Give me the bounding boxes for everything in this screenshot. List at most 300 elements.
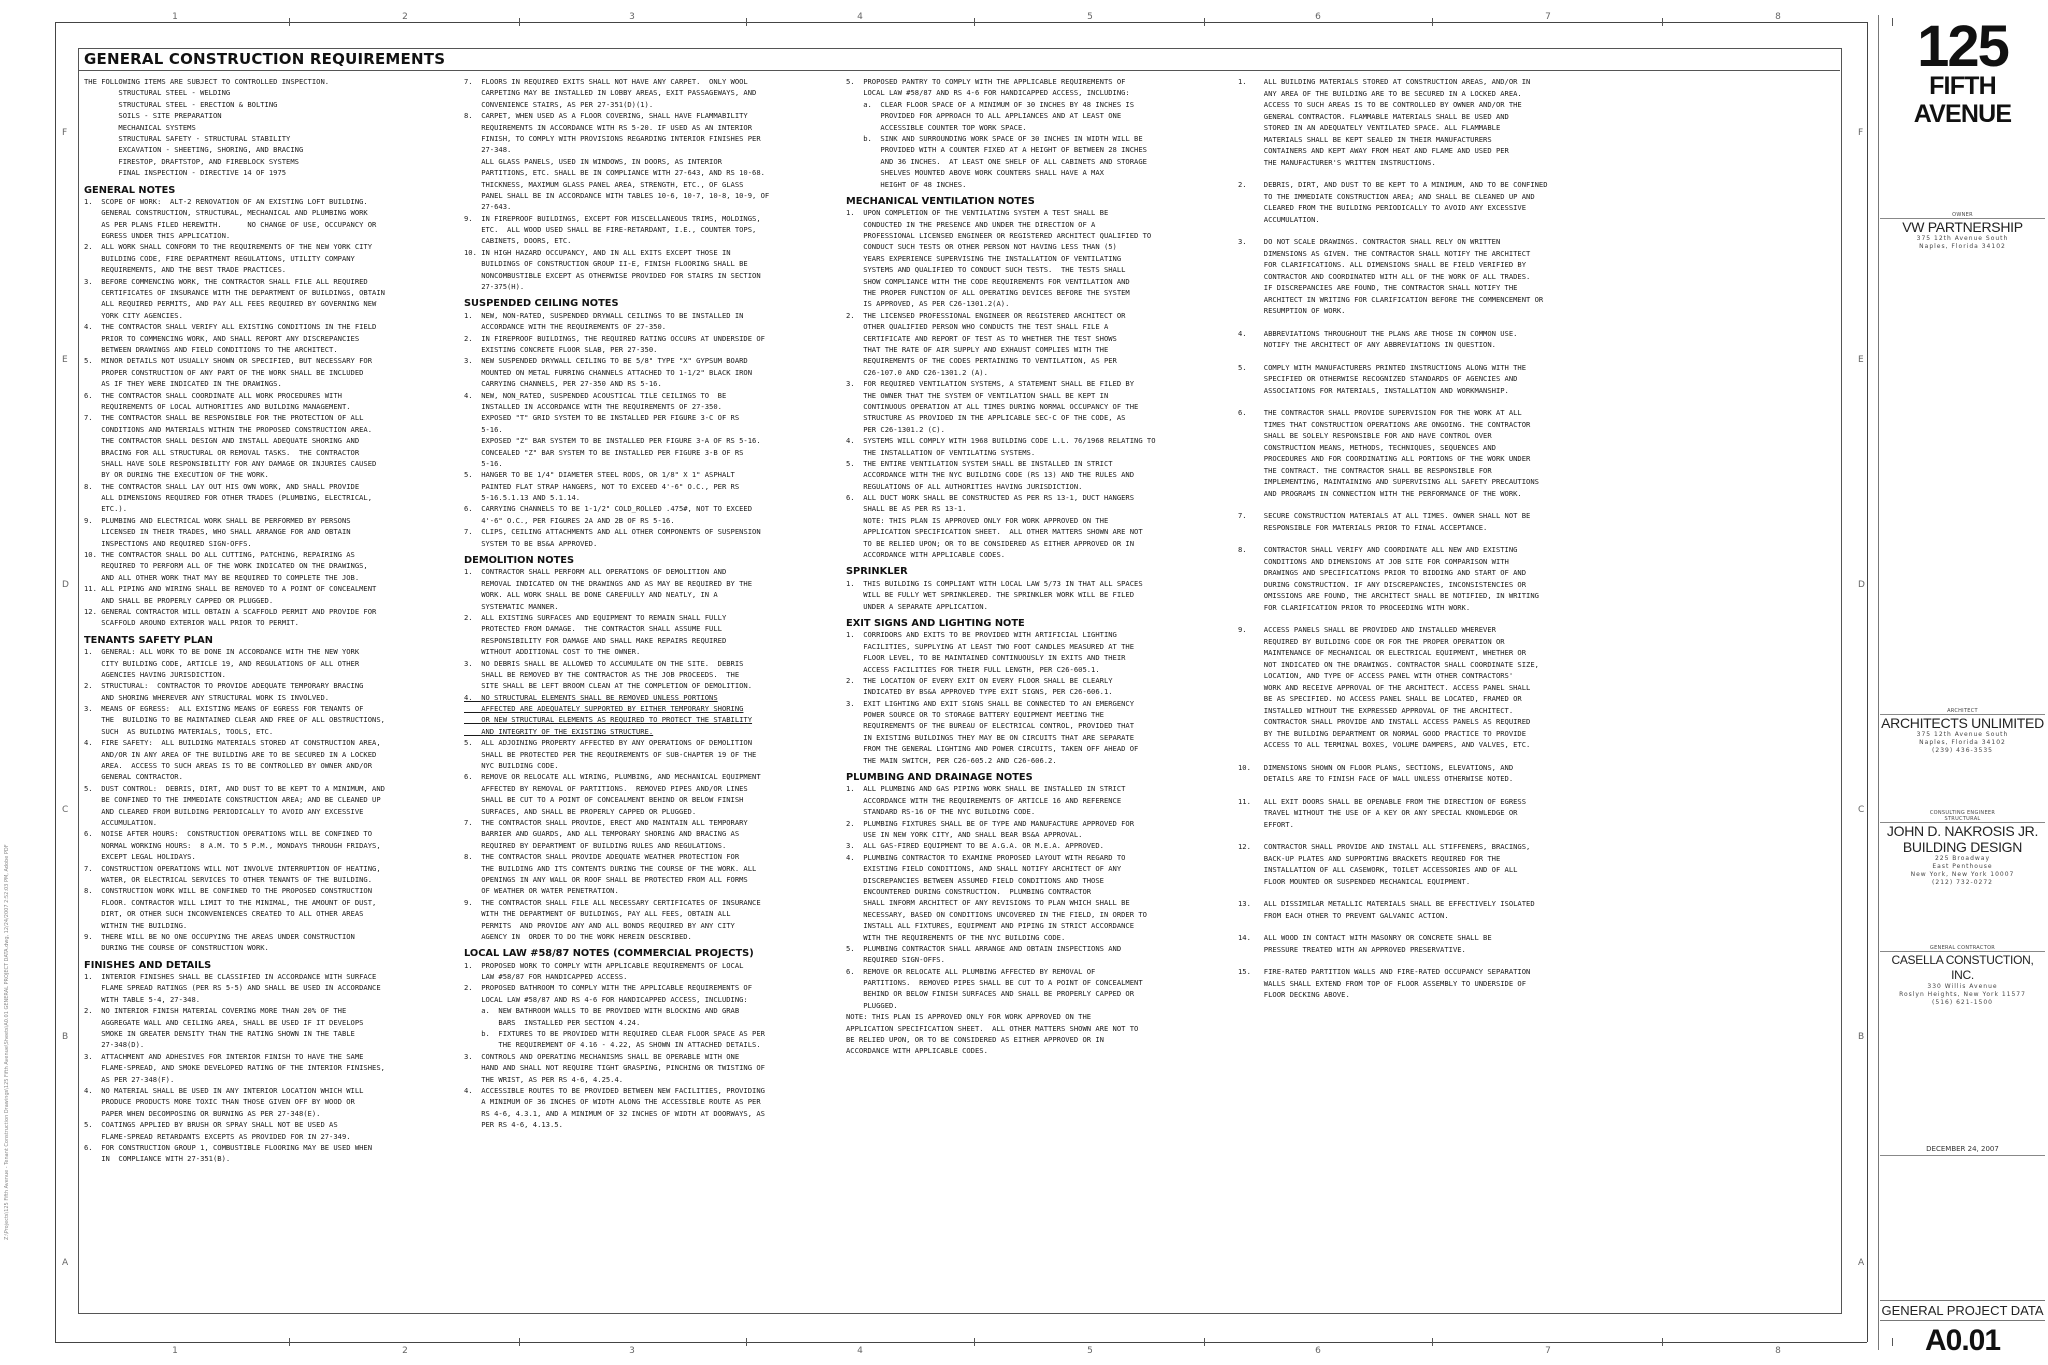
note-line: CONTRACTOR AND COORDINATED WITH ALL OF THE WORK OF ALL TRADES.: [1238, 271, 1531, 281]
note-line: SYSTEM TO BE BS&A APPROVED.: [464, 538, 598, 548]
note-line: CONTAINERS AND KEPT AWAY FROM HEAT AND FLAME AND USED PER: [1238, 146, 1509, 155]
note-line: REQUIREMENTS OF THE BUREAU OF ELECTRICAL CONTROL, PROVIDED THAT: [846, 721, 1135, 731]
note-line: IS APPROVED, AS PER C26-1301.2(A).: [846, 299, 1010, 309]
note-line: CONDITIONS AND DIMENSIONS AT JOB SITE FOR COMPARISON WITH: [1238, 556, 1509, 566]
note-line: PANEL SHALL BE IN ACCORDANCE WITH TABLES 10-6, 10-7, 10-8, 10-9, OF: [464, 190, 770, 200]
spacer: [1238, 225, 1548, 236]
engineer-role: CONSULTING ENGINEER: [1929, 810, 1996, 816]
note-line: OF WEATHER OR WATER PENETRATION.: [464, 886, 619, 896]
grid-number-bottom: 8: [1775, 1346, 1781, 1356]
note-line: 7. CONSTRUCTION OPERATIONS WILL NOT INVOLVE INTERRUPTION OF HEATING,: [84, 863, 381, 873]
note-line: DISCREPANCIES BETWEEN ASSUMED FIELD CONDITIONS AND THOSE: [846, 875, 1104, 885]
grid-letter-left: C: [62, 805, 69, 815]
note-line: ACCESS TO ALL TERMINAL BOXES, VOLUME DAMPERS, AND VALVES, ETC.: [1238, 740, 1531, 749]
note-line: PLUGGED.: [846, 1000, 898, 1010]
note-line: AND 36 INCHES. AT LEAST ONE SHELF OF ALL CABINETS AND STORAGE: [846, 156, 1147, 166]
note-line: ENCOUNTERED DURING CONSTRUCTION. PLUMBING CONTRACTOR: [846, 886, 1092, 896]
note-line: 3. BEFORE COMMENCING WORK, THE CONTRACTOR SHALL FILE ALL REQUIRED: [84, 276, 368, 286]
note-line: PRODUCE PRODUCTS MORE TOXIC THAN THOSE GIVEN OFF BY WOOD OR: [84, 1097, 355, 1107]
note-line: 5-16.: [464, 424, 503, 434]
issue-date: DECEMBER 24, 2007: [1880, 1145, 2045, 1156]
grid-number-bottom: 2: [402, 1346, 408, 1356]
note-line: WITH THE REQUIREMENTS OF THE NYC BUILDING CODE.: [846, 932, 1066, 942]
note-line: LOCAL LAW #58/87 AND RS 4-6 FOR HANDICAPPED ACCESS, INCLUDING:: [464, 994, 748, 1004]
note-line: 2. ALL WORK SHALL CONFORM TO THE REQUIREMENTS OF THE NEW YORK CITY: [84, 242, 373, 252]
note-line: GENERAL CONSTRUCTION, STRUCTURAL, MECHANICAL AND PLUMBING WORK: [84, 208, 368, 218]
grid-tick: [289, 18, 290, 26]
note-line: PROPER CONSTRUCTION OF ANY PART OF THE WORK SHALL BE INCLUDED: [84, 367, 364, 377]
note-line: REMOVAL INDICATED ON THE DRAWINGS AND AS MAY BE REQUIRED BY THE: [464, 578, 753, 588]
note-line: RS 4-6, 4.3.1, AND A MINIMUM OF 32 INCHES OF WIDTH AT DOORWAYS, AS: [464, 1108, 765, 1118]
note-line: 27-348.: [464, 145, 512, 155]
frame-right: [1867, 22, 1868, 1342]
note-line: LAW #58/87 FOR HANDICAPPED ACCESS.: [464, 972, 628, 982]
note-line: b. SINK AND SURROUNDING WORK SPACE OF 30 INCHES IN WIDTH WILL BE: [846, 133, 1143, 143]
notes-column-2: [464, 76, 769, 1131]
note-line: 3. ALL GAS-FIRED EQUIPMENT TO BE A.G.A. OR M.E.A. APPROVED.: [846, 841, 1104, 851]
note-line: POWER SOURCE OR TO STORAGE BATTERY EQUIPMENT MEETING THE: [846, 710, 1104, 720]
note-line: CITY BUILDING CODE, ARTICLE 19, AND REGULATIONS OF ALL OTHER: [84, 658, 360, 668]
note-line: AFFECTED ARE ADEQUATELY SUPPORTED BY EITHER TEMPORARY SHORING: [464, 704, 744, 714]
note-line: PROFESSIONAL LICENSED ENGINEER OR REGISTERED ARCHITECT QUALIFIED TO: [846, 231, 1152, 241]
note-line: 13. ALL DISSIMILAR METALLIC MATERIALS SHALL BE EFFECTIVELY ISOLATED: [1238, 899, 1535, 908]
note-line: WATER, OR ELECTRICAL SERVICES TO OTHER TENANTS OF THE BUILDING.: [84, 874, 373, 884]
note-line: MECHANICAL SYSTEMS: [84, 122, 196, 132]
note-line: FLAME-SPREAD RETARDANTS EXCEPTS AS PROVIDED FOR IN 27-349.: [84, 1131, 351, 1141]
note-line: EXCAVATION - SHEETING, SHORING, AND BRACING: [84, 145, 304, 155]
note-line: LOCAL LAW #58/87 AND RS 4-6 FOR HANDICAPPED ACCESS, INCLUDING:: [846, 88, 1130, 98]
note-line: THE FOLLOWING ITEMS ARE SUBJECT TO CONTROLLED INSPECTION.: [84, 77, 330, 86]
note-line: OR NEW STRUCTURAL ELEMENTS AS REQUIRED TO PROTECT THE STABILITY: [464, 715, 753, 725]
note-line: THE MAIN SWITCH, PER C26-605.2 AND C26-606.2.: [846, 755, 1057, 765]
note-line: WITHIN THE BUILDING.: [84, 920, 188, 930]
grid-letter-left: D: [62, 580, 69, 590]
note-line: 7. FLOORS IN REQUIRED EXITS SHALL NOT HAVE ANY CARPET. ONLY WOOL: [464, 77, 748, 86]
note-line: FACILITIES, SUPPLYING AT LEAST TWO FOOT CANDLES MEASURED AT THE: [846, 641, 1135, 651]
note-line: BACK-UP PLATES AND SUPPORTING BRACKETS REQUIRED FOR THE: [1238, 853, 1501, 863]
note-line: ALL DIMENSIONS REQUIRED FOR OTHER TRADES (PLUMBING, ELECTRICAL,: [84, 493, 373, 503]
note-line: SHALL BE AS PER RS 13-1.: [846, 504, 967, 514]
note-line: IF DISCREPANCIES ARE FOUND, THE CONTRACTOR SHALL NOTIFY THE: [1238, 283, 1518, 292]
note-line: DETAILS ARE TO FINISH FACE OF WALL UNLESS OTHERWISE NOTED.: [1238, 774, 1514, 783]
grid-tick: [746, 1338, 747, 1346]
note-line: EXPOSED "T" GRID SYSTEM TO BE INSTALLED PER FIGURE 3-C OF RS: [464, 413, 740, 423]
note-line: 3. FOR REQUIRED VENTILATION SYSTEMS, A STATEMENT SHALL BE FILED BY: [846, 379, 1135, 389]
note-line: BE CONFINED TO THE IMMEDIATE CONSTRUCTION AREA; AND BE CLEANED UP: [84, 795, 381, 805]
owner-role: OWNER: [1952, 212, 1973, 218]
sheet-number: A0.01: [1924, 1324, 2001, 1357]
note-line: CONSTRUCTION MEANS, METHODS, TECHNIQUES, SEQUENCES AND: [1238, 442, 1496, 452]
note-line: DURING THE COURSE OF CONSTRUCTION WORK.: [84, 943, 269, 953]
grid-letter-left: F: [62, 128, 68, 138]
grid-number-bottom: 1: [172, 1346, 178, 1356]
note-line: CONTRACTOR SHALL PROVIDE AND INSTALL ACCESS PANELS AS REQUIRED: [1238, 717, 1531, 726]
note-line: INSTALL ALL FIXTURES, EQUIPMENT AND PIPING IN STRICT ACCORDANCE: [846, 921, 1135, 931]
note-line: 9. PLUMBING AND ELECTRICAL WORK SHALL BE PERFORMED BY PERSONS: [84, 515, 351, 525]
note-line: 4. THE CONTRACTOR SHALL VERIFY ALL EXISTING CONDITIONS IN THE FIELD: [84, 322, 377, 332]
grid-letter-left: E: [62, 355, 68, 365]
note-line: AND PROGRAMS IN CONNECTION WITH THE PERFORMANCE OF THE WORK.: [1238, 488, 1522, 498]
spacer: [1238, 396, 1548, 407]
note-line: DRAWINGS AND SPECIFICATIONS PRIOR TO BIDDING AND START OF AND: [1238, 568, 1527, 577]
note-line: OTHER QUALIFIED PERSON WHO CONDUCTS THE TEST SHALL FILE A: [846, 322, 1109, 332]
note-line: b. FIXTURES TO BE PROVIDED WITH REQUIRED CLEAR FLOOR SPACE AS PER: [464, 1029, 765, 1039]
note-line: 3. MEANS OF EGRESS: ALL EXISTING MEANS OF EGRESS FOR TENANTS OF: [84, 704, 364, 714]
grid-tick: [1662, 18, 1663, 26]
note-line: 7. THE CONTRACTOR SHALL PROVIDE, ERECT AND MAINTAIN ALL TEMPORARY: [464, 818, 748, 827]
note-line: WORK AND RECEIVE APPROVAL OF THE ARCHITECT. ACCESS PANEL SHALL: [1238, 682, 1531, 692]
note-line: TO BE RELIED UPON; OR TO BE CONSIDERED AS EITHER APPROVED OR IN: [846, 538, 1135, 548]
note-line: OMISSIONS ARE FOUND, THE ARCHITECT SHALL BE NOTIFIED, IN WRITING: [1238, 591, 1539, 600]
sheet-heading: GENERAL CONSTRUCTION REQUIREMENTS: [84, 50, 446, 68]
note-line: AGENCY IN ORDER TO DO THE WORK HEREIN DESCRIBED.: [464, 931, 692, 941]
note-line: 1. CORRIDORS AND EXITS TO BE PROVIDED WITH ARTIFICIAL LIGHTING: [846, 630, 1117, 640]
note-line: BRACING FOR ALL STRUCTURAL OR REMOVAL TASKS. THE CONTRACTOR: [84, 447, 360, 457]
note-line: ALL REQUIRED PERMITS, AND PAY ALL FEES REQUIRED BY GOVERNING NEW: [84, 299, 377, 309]
owner-address-1: 375 12th Avenue South: [1916, 235, 2009, 242]
project-name: FIFTH AVENUE: [1913, 72, 2012, 128]
architect-address-2: Naples, Florida 34102: [1919, 739, 2006, 746]
owner-address-2: Naples, Florida 34102: [1919, 243, 2006, 250]
frame-left: [55, 22, 56, 1342]
note-line: THE BUILDING TO BE MAINTAINED CLEAR AND FREE OF ALL OBSTRUCTIONS,: [84, 715, 385, 725]
note-line: ACCORDANCE WITH APPLICABLE CODES.: [846, 1046, 988, 1056]
note-line: 4. FIRE SAFETY: ALL BUILDING MATERIALS STORED AT CONSTRUCTION AREA,: [84, 738, 381, 748]
note-line: 8. CARPET, WHEN USED AS A FLOOR COVERING, SHALL HAVE FLAMMABILITY: [464, 111, 748, 121]
note-line: AGENCIES HAVING JURISDICTION.: [84, 669, 226, 679]
spacer: [1238, 168, 1548, 179]
note-line: SHALL BE REMOVED BY THE CONTRACTOR AS THE JOB PROCEEDS. THE: [464, 669, 740, 679]
note-line: 9. IN FIREPROOF BUILDINGS, EXCEPT FOR MISCELLANEOUS TRIMS, MOLDINGS,: [464, 213, 761, 223]
note-line: AND INTEGRITY OF THE EXISTING STRUCTURE.: [464, 726, 654, 736]
note-line: RESPONSIBILITY FOR DAMAGE AND SHALL MAKE REPAIRS REQUIRED: [464, 635, 727, 645]
note-line: ACCORDANCE WITH APPLICABLE CODES.: [846, 550, 1006, 560]
note-line: a. NEW BATHROOM WALLS TO BE PROVIDED WITH BLOCKING AND GRAB: [464, 1006, 740, 1016]
note-line: USE IN NEW YORK CITY, AND SHALL BEAR BS&A APPROVAL.: [846, 830, 1083, 839]
note-line: 12. CONTRACTOR SHALL PROVIDE AND INSTALL ALL STIFFENERS, BRACINGS,: [1238, 842, 1531, 851]
note-line: 12. GENERAL CONTRACTOR WILL OBTAIN A SCAFFOLD PERMIT AND PROVIDE FOR: [84, 606, 377, 616]
title-block-divider: [1878, 15, 1879, 1350]
note-line: FINAL INSPECTION - DIRECTIVE 14 OF 1975: [84, 168, 287, 178]
note-line: FLOOR DECKING ABOVE.: [1238, 990, 1350, 999]
note-line: 2. THE LOCATION OF EVERY EXIT ON EVERY FLOOR SHALL BE CLEARLY: [846, 675, 1113, 685]
grid-number-top: 4: [857, 12, 863, 22]
note-line: DIRT, OR OTHER SUCH INCONVENIENCES CREATED TO ALL OTHER AREAS: [84, 909, 364, 919]
note-line: THAT THE RATE OF AIR SUPPLY AND EXHAUST COMPLIES WITH THE: [846, 344, 1109, 354]
note-line: WALLS SHALL EXTEND FROM TOP OF FLOOR ASSEMBLY TO UNDERSIDE OF: [1238, 978, 1527, 988]
note-line: IMPLEMENTING, MAINTAINING AND SUPERVISING ALL SAFETY PRECAUTIONS: [1238, 477, 1539, 486]
note-line: PARTITIONS, ETC. SHALL BE IN COMPLIANCE WITH 27-643, AND RS 10-68.: [464, 168, 765, 178]
note-line: 3. ATTACHMENT AND ADHESIVES FOR INTERIOR FINISH TO HAVE THE SAME: [84, 1051, 364, 1061]
note-line: 1. NEW, NON-RATED, SUSPENDED DRYWALL CEILINGS TO BE INSTALLED IN: [464, 310, 744, 320]
note-line: SURFACES, AND SHALL BE PROPERLY CAPPED OR PLUGGED.: [464, 806, 697, 816]
note-line: MATERIALS SHALL BE KEPT SEALED IN THEIR MANUFACTURERS: [1238, 134, 1492, 144]
note-line: 10. DIMENSIONS SHOWN ON FLOOR PLANS, SECTIONS, ELEVATIONS, AND: [1238, 762, 1514, 772]
note-line: 2. STRUCTURAL: CONTRACTOR TO PROVIDE ADEQUATE TEMPORARY BRACING: [84, 681, 364, 691]
owner-block: [1880, 212, 2045, 251]
note-line: FROM THE GENERAL LIGHTING AND POWER CIRCUITS, TAKEN OFF AHEAD OF: [846, 744, 1139, 754]
note-line: SHALL BE CUT TO A POINT OF CONCEALMENT BEHIND OR BELOW FINISH: [464, 795, 744, 805]
note-line: 2. PROPOSED BATHROOM TO COMPLY WITH THE APPLICABLE REQUIREMENTS OF: [464, 983, 753, 993]
note-line: 5. COMPLY WITH MANUFACTURERS PRINTED INSTRUCTIONS ALONG WITH THE: [1238, 362, 1527, 372]
architect-block: [1880, 708, 2045, 755]
grid-tick: [974, 1338, 975, 1346]
note-line: BE RELIED UPON, OR TO BE CONSIDERED AS EITHER APPROVED OR IN: [846, 1035, 1104, 1045]
note-line: REQUIRED TO PERFORM ALL OF THE WORK INDICATED ON THE DRAWINGS,: [84, 561, 368, 571]
note-line: THE WRIST, AS PER RS 4-6, 4.25.4.: [464, 1074, 624, 1084]
note-line: SMOKE IN GREATER DENSITY THAN THE RATING SHOWN IN THE TABLE: [84, 1029, 355, 1039]
note-line: CLEARED FROM THE BUILDING PERIODICALLY TO AVOID ANY EXCESSIVE: [1238, 203, 1527, 212]
note-line: THE INSTALLATION OF VENTILATING SYSTEMS.: [846, 447, 1036, 457]
note-line: INSTALLATION OF ALL CASEWORK, TOILET ACCESSORIES AND OF ALL: [1238, 865, 1518, 874]
note-line: YORK CITY AGENCIES.: [84, 310, 183, 320]
note-line: NORMAL WORKING HOURS: 8 A.M. TO 5 P.M., MONDAYS THROUGH FRIDAYS,: [84, 840, 381, 850]
grid-letter-right: C: [1858, 805, 1865, 815]
note-line: YEARS EXPERIENCE SUPERVISING THE INSTALLATION OF VENTILATING: [846, 253, 1122, 263]
grid-tick: [974, 18, 975, 26]
note-line: 1. GENERAL: ALL WORK TO BE DONE IN ACCORDANCE WITH THE NEW YORK: [84, 647, 360, 657]
note-line: STRUCTURAL STEEL - WELDING: [84, 88, 231, 98]
note-line: HAND AND SHALL NOT REQUIRE TIGHT GRASPING, PINCHING OR TWISTING OF: [464, 1063, 765, 1073]
note-line: ANY AREA OF THE BUILDING ARE TO BE SECURED IN A LOCKED AREA.: [1238, 88, 1522, 98]
contractor-block: [1880, 945, 2045, 1007]
note-line: 8. CONSTRUCTION WORK WILL BE CONFINED TO THE PROPOSED CONSTRUCTION: [84, 886, 373, 896]
note-line: AS PER PLANS FILED HEREWITH. NO CHANGE OF USE, OCCUPANCY OR: [84, 219, 377, 229]
engineer-address-1: 225 Broadway: [1934, 855, 1991, 862]
note-line: PROCEDURES AND FOR COORDINATING ALL PORTIONS OF THE WORK UNDER: [1238, 454, 1531, 463]
grid-tick: [746, 18, 747, 26]
note-line: 5. HANGER TO BE 1/4" DIAMETER STEEL RODS, OR 1/8" X 1" ASPHALT: [464, 470, 735, 480]
note-line: FLOOR. CONTRACTOR WILL LIMIT TO THE MINIMAL, THE AMOUNT OF DUST,: [84, 897, 377, 907]
note-line: BUILDINGS OF CONSTRUCTION GROUP II-E, FINISH FLOORING SHALL BE: [464, 259, 748, 269]
note-line: 3. CONTROLS AND OPERATING MECHANISMS SHALL BE OPERABLE WITH ONE: [464, 1051, 740, 1061]
note-line: ALL GLASS PANELS, USED IN WINDOWS, IN DOORS, AS INTERIOR: [464, 156, 722, 166]
note-line: 4'-6" O.C., PER FIGURES 2A AND 2B OF RS 5-16.: [464, 515, 675, 525]
note-line: ARCHITECT IN WRITING FOR CLARIFICATION BEFORE THE COMMENCEMENT OR: [1238, 294, 1544, 304]
note-line: SOILS - SITE PREPARATION: [84, 111, 222, 121]
grid-number-top: 5: [1087, 12, 1093, 22]
note-line: AND ALL OTHER WORK THAT MAY BE REQUIRED TO COMPLETE THE JOB.: [84, 572, 360, 582]
note-line: AND CLEARED FROM BUILDING PERIODICALLY TO AVOID ANY EXCESSIVE: [84, 806, 364, 816]
note-line: 9. ACCESS PANELS SHALL BE PROVIDED AND INSTALLED WHEREVER: [1238, 625, 1496, 634]
note-line: 27-348(D).: [84, 1040, 145, 1050]
note-line: BEHIND OR BELOW FINISH SURFACES AND SHALL BE PROPERLY CAPPED OR: [846, 989, 1135, 999]
note-line: PARTITIONS. REMOVED PIPES SHALL BE CUT TO A POINT OF CONCEALMENT: [846, 978, 1143, 988]
note-line: 2. DEBRIS, DIRT, AND DUST TO BE KEPT TO A MINIMUM, AND TO BE CONFINED: [1238, 180, 1548, 189]
note-line: ETC. ALL WOOD USED SHALL BE FIRE-RETARDANT, I.E., COUNTER TOPS,: [464, 225, 757, 235]
notes-column-1: [84, 76, 385, 1165]
engineer-role-2: STRUCTURAL: [1944, 816, 1981, 822]
note-line: EGRESS UNDER THIS APPLICATION.: [84, 231, 231, 241]
note-line: WITH TABLE 5-4, 27-348.: [84, 994, 201, 1004]
note-line: 4. PLUMBING CONTRACTOR TO EXAMINE PROPOSED LAYOUT WITH REGARD TO: [846, 852, 1126, 862]
grid-number-bottom: 3: [629, 1346, 635, 1356]
grid-letter-left: A: [62, 1258, 69, 1268]
note-line: 1. UPON COMPLETION OF THE VENTILATING SYSTEM A TEST SHALL BE: [846, 208, 1109, 218]
note-line: ACCORDANCE WITH THE REQUIREMENTS OF ARTICLE 16 AND REFERENCE: [846, 795, 1122, 805]
engineer-phone: (212) 732-0272: [1932, 879, 1993, 886]
contractor-role: GENERAL CONTRACTOR: [1929, 945, 1996, 951]
note-line: WORK. ALL WORK SHALL BE DONE CAREFULLY AND NEATLY, IN A: [464, 590, 718, 600]
grid-number-bottom: 5: [1087, 1346, 1093, 1356]
note-line: EXISTING CONCRETE FLOOR SLAB, PER 27-350.: [464, 344, 658, 354]
note-line: 2. NO INTERIOR FINISH MATERIAL COVERING MORE THAN 20% OF THE: [84, 1006, 347, 1016]
note-line: PAPER WHEN DECOMPOSING OR BURNING AS PER 27-348(E).: [84, 1108, 321, 1118]
note-line: WILL BE FULLY WET SPRINKLERED. THE SPRINKLER WORK WILL BE FILED: [846, 590, 1135, 600]
note-line: 1. INTERIOR FINISHES SHALL BE CLASSIFIED IN ACCORDANCE WITH SURFACE: [84, 972, 377, 982]
note-line: 4. ABBREVIATIONS THROUGHOUT THE PLANS ARE THOSE IN COMMON USE.: [1238, 328, 1518, 338]
note-line: NOTE: THIS PLAN IS APPROVED ONLY FOR WORK APPROVED ON THE: [846, 1012, 1092, 1022]
engineer-block: [1880, 810, 2045, 887]
note-line: 9. THERE WILL BE NO ONE OCCUPYING THE AREAS UNDER CONSTRUCTION: [84, 931, 355, 941]
note-line: REQUIREMENTS IN ACCORDANCE WITH RS 5-20. IF USED AS AN INTERIOR: [464, 122, 753, 132]
note-line: AS IF THEY WERE INDICATED IN THE DRAWINGS.: [84, 379, 282, 389]
note-line: SHALL HAVE SOLE RESPONSIBILITY FOR ANY DAMAGE OR INJURIES CAUSED: [84, 458, 377, 468]
note-line: THE PROPER FUNCTION OF ALL OPERATING DEVICES BEFORE THE SYSTEM: [846, 288, 1130, 298]
note-line: CARPETING MAY BE INSTALLED IN LOBBY AREAS, EXIT PASSAGEWAYS, AND: [464, 88, 757, 98]
note-line: SCAFFOLD AROUND EXTERIOR WALL PRIOR TO PERMIT.: [84, 618, 299, 628]
note-line: FLOOR MOUNTED OR SUSPENDED MECHANICAL EQUIPMENT.: [1238, 876, 1471, 886]
note-line: THE REQUIREMENT OF 4.16 - 4.22, AS SHOWN IN ATTACHED DETAILS.: [464, 1040, 761, 1050]
note-line: 5. COATINGS APPLIED BY BRUSH OR SPRAY SHALL NOT BE USED AS: [84, 1120, 338, 1130]
note-line: 10. IN HIGH HAZARD OCCUPANCY, AND IN ALL EXITS EXCEPT THOSE IN: [464, 247, 731, 257]
note-line: A MINIMUM OF 36 INCHES OF WIDTH ALONG THE ACCESSIBLE ROUTE AS PER: [464, 1097, 761, 1107]
frame-top: [55, 22, 1867, 23]
note-line: 3. DO NOT SCALE DRAWINGS. CONTRACTOR SHALL RELY ON WRITTEN: [1238, 237, 1501, 246]
note-line: PRESSURE TREATED WITH AN APPROVED PRESERVATIVE.: [1238, 944, 1466, 954]
note-line: PROVIDED WITH A COUNTER FIXED AT A HEIGHT OF BETWEEN 28 INCHES: [846, 145, 1147, 155]
note-line: SHELVES MOUNTED ABOVE WORK COUNTERS SHALL HAVE A MAX: [846, 168, 1104, 178]
note-line: THE CONTRACT. THE CONTRACTOR SHALL BE RESPONSIBLE FOR: [1238, 465, 1492, 475]
note-line: 6. ALL DUCT WORK SHALL BE CONSTRUCTED AS PER RS 13-1, DUCT HANGERS: [846, 493, 1135, 503]
note-line: 1. ALL BUILDING MATERIALS STORED AT CONSTRUCTION AREAS, AND/OR IN: [1238, 77, 1531, 86]
grid-number-top: 7: [1545, 12, 1551, 22]
grid-number-top: 6: [1315, 12, 1321, 22]
grid-letter-right: D: [1858, 580, 1865, 590]
note-line: 5. ALL ADJOINING PROPERTY AFFECTED BY ANY OPERATIONS OF DEMOLITION: [464, 738, 753, 748]
note-line: CONDUCTED IN THE PRESENCE AND UNDER THE DIRECTION OF A: [846, 219, 1096, 229]
grid-letter-left: B: [62, 1032, 69, 1042]
spacer: [1238, 887, 1548, 898]
note-line: PAINTED FLAT STRAP HANGERS, NOT TO EXCEED 4'-6" O.C., PER RS: [464, 481, 740, 491]
note-line: PER C26-1301.2 (C).: [846, 424, 945, 434]
note-line: 7. SECURE CONSTRUCTION MATERIALS AT ALL TIMES. OWNER SHALL NOT BE: [1238, 511, 1531, 520]
grid-tick: [519, 1338, 520, 1346]
note-line: CERTIFICATE AND REPORT OF TEST AS TO WHETHER THE TEST SHOWS: [846, 333, 1117, 343]
note-line: TIMES THAT CONSTRUCTION OPERATIONS ARE ONGOING. THE CONTRACTOR: [1238, 419, 1531, 429]
note-line: 6. THE CONTRACTOR SHALL PROVIDE SUPERVISION FOR THE WORK AT ALL: [1238, 408, 1522, 417]
note-line: PROTECTED FROM DAMAGE. THE CONTRACTOR SHALL ASSUME FULL: [464, 624, 722, 634]
note-line: INSTALLED WITHOUT THE EXPRESSED APPROVAL OF THE ARCHITECT.: [1238, 705, 1514, 715]
note-line: HEIGHT OF 48 INCHES.: [846, 179, 967, 189]
note-line: STRUCTURE AS PROVIDED IN THE APPLICABLE SEC-C OF THE CODE, AS: [846, 413, 1126, 423]
notes-column-3: [846, 76, 1156, 1057]
note-line: DURING CONSTRUCTION. IF ANY DISCREPANCIES, INCONSISTENCIES OR: [1238, 579, 1527, 589]
note-line: AND SHORING WHEREVER ANY STRUCTURAL WORK IS INVOLVED.: [84, 692, 330, 702]
section-heading: FINISHES AND DETAILS: [84, 959, 212, 971]
note-line: FLOOR LEVEL, TO BE MAINTAINED CONTINUOUSLY IN EXITS AND THEIR: [846, 653, 1126, 663]
note-line: THE CONTRACTOR SHALL DESIGN AND INSTALL ADEQUATE SHORING AND: [84, 436, 360, 446]
grid-tick: [1432, 18, 1433, 26]
grid-number-top: 1: [172, 12, 178, 22]
grid-tick: [519, 18, 520, 26]
grid-number-top: 8: [1775, 12, 1781, 22]
note-line: REQUIRED BY DEPARTMENT OF BUILDING RULES AND REGULATIONS.: [464, 840, 727, 850]
note-line: 11. ALL PIPING AND WIRING SHALL BE REMOVED TO A POINT OF CONCEALMENT: [84, 584, 377, 594]
note-line: APPLICATION SPECIFICATION SHEET. ALL OTHER MATTERS SHOWN ARE NOT: [846, 527, 1143, 537]
note-line: 4. NO MATERIAL SHALL BE USED IN ANY INTERIOR LOCATION WHICH WILL: [84, 1085, 364, 1095]
spacer: [1238, 533, 1548, 544]
note-line: 8. THE CONTRACTOR SHALL PROVIDE ADEQUATE WEATHER PROTECTION FOR: [464, 852, 740, 862]
note-line: 6. REMOVE OR RELOCATE ALL WIRING, PLUMBING, AND MECHANICAL EQUIPMENT: [464, 772, 761, 782]
contractor-address-2: Roslyn Heights, New York 11577: [1899, 991, 2026, 998]
grid-letter-right: E: [1858, 355, 1864, 365]
note-line: EXPOSED "Z" BAR SYSTEM TO BE INSTALLED PER FIGURE 3-A OF RS 5-16.: [464, 436, 761, 446]
note-line: SHALL INFORM ARCHITECT OF ANY REVISIONS TO PLAN WHICH SHALL BE: [846, 898, 1130, 908]
note-line: NYC BUILDING CODE.: [464, 761, 559, 771]
note-line: 5-16.5.1.13 AND 5.1.14.: [464, 493, 581, 503]
grid-tick: [1204, 18, 1205, 26]
grid-number-bottom: 4: [857, 1346, 863, 1356]
note-line: INDICATED BY BS&A APPROVED TYPE EXIT SIGNS, PER C26-606.1.: [846, 687, 1113, 697]
note-line: STRUCTURAL STEEL - ERECTION & BOLTING: [84, 99, 278, 109]
sheet-title: GENERAL PROJECT DATA: [1880, 1300, 2045, 1321]
note-line: 5. THE ENTIRE VENTILATION SYSTEM SHALL BE INSTALLED IN STRICT: [846, 458, 1113, 468]
note-line: MOUNTED ON METAL FURRING CHANNELS ATTACHED TO 1-1/2" BLACK IRON: [464, 367, 753, 377]
engineer-address-3: New York, New York 10007: [1910, 871, 2015, 878]
note-line: STANDARD RS-16 OF THE NYC BUILDING CODE.: [846, 807, 1036, 817]
note-line: BE AS SPECIFIED. NO ACCESS PANEL SHALL BE LOCATED, FRAMED OR: [1238, 694, 1522, 703]
grid-tick: [289, 1338, 290, 1346]
note-line: C26-107.0 AND C26-1301.2 (A).: [846, 367, 988, 377]
contractor-phone: (516) 621-1500: [1932, 999, 1993, 1006]
note-line: LICENSED IN THEIR TRADES, WHO SHALL ARRANGE FOR AND OBTAIN: [84, 527, 351, 537]
note-line: 6. FOR CONSTRUCTION GROUP 1, COMBUSTIBLE FLOORING MAY BE USED WHEN: [84, 1142, 373, 1152]
note-line: REQUIREMENTS, AND THE BEST TRADE PRACTICES.: [84, 265, 287, 275]
note-line: CONTINUOUS OPERATION AT ALL TIMES DURING NORMAL OCCUPANCY OF THE: [846, 401, 1139, 411]
note-line: 7. CLIPS, CEILING ATTACHMENTS AND ALL OTHER COMPONENTS OF SUSPENSION: [464, 527, 761, 537]
note-line: APPLICATION SPECIFICATION SHEET. ALL OTHER MATTERS SHOWN ARE NOT TO: [846, 1023, 1139, 1033]
architect-name: ARCHITECTS UNLIMITED: [1881, 715, 2044, 731]
note-line: BUILDING CODE, FIRE DEPARTMENT REGULATIONS, UTILITY COMPANY: [84, 253, 355, 263]
note-line: AS PER 27-348(F).: [84, 1074, 175, 1084]
note-line: BY THE BUILDING DEPARTMENT OR NORMAL GOOD PRACTICE TO PROVIDE: [1238, 728, 1527, 738]
section-heading: GENERAL NOTES: [84, 184, 176, 196]
section-heading: SPRINKLER: [846, 566, 908, 578]
note-line: SHOW COMPLIANCE WITH THE CODE REQUIREMENTS FOR VENTILATION AND: [846, 276, 1130, 286]
note-line: ACCORDANCE WITH THE REQUIREMENTS OF 27-350.: [464, 322, 667, 332]
note-line: MAINTENANCE OF MECHANICAL OR ELECTRICAL EQUIPMENT, WHETHER OR: [1238, 648, 1527, 657]
project-number: 125: [1917, 14, 2008, 79]
note-line: CONDITIONS AND MATERIALS WITHIN THE PROPOSED CONSTRUCTION AREA.: [84, 424, 373, 434]
note-line: EXCEPT LEGAL HOLIDAYS.: [84, 852, 196, 862]
note-line: 1. ALL PLUMBING AND GAS PIPING WORK SHALL BE INSTALLED IN STRICT: [846, 784, 1126, 794]
note-line: 5. MINOR DETAILS NOT USUALLY SHOWN OR SPECIFIED, BUT NECESSARY FOR: [84, 356, 373, 366]
contractor-name: CASELLA CONSTUCTION, INC.: [1880, 951, 2045, 983]
note-line: SHALL BE PROTECTED PER THE REQUIREMENTS OF SUB-CHAPTER 19 OF THE: [464, 749, 757, 759]
note-line: 2. PLUMBING FIXTURES SHALL BE OF TYPE AND MANUFACTURE APPROVED FOR: [846, 818, 1135, 828]
note-line: CONVENIENCE STAIRS, AS PER 27-351(D)(1).: [464, 99, 654, 109]
note-line: 2. ALL EXISTING SURFACES AND EQUIPMENT TO REMAIN SHALL FULLY: [464, 612, 727, 622]
note-line: PERMITS AND PROVIDE ANY AND ALL BONDS REQUIRED BY ANY CITY: [464, 920, 735, 930]
note-line: CABINETS, DOORS, ETC.: [464, 236, 572, 246]
note-line: NOTE: THIS PLAN IS APPROVED ONLY FOR WORK APPROVED ON THE: [846, 515, 1109, 525]
note-line: 5. PLUMBING CONTRACTOR SHALL ARRANGE AND OBTAIN INSPECTIONS AND: [846, 943, 1122, 953]
note-line: SYSTEMS AND QUALIFIED TO CONDUCT SUCH TESTS. THE TESTS SHALL: [846, 265, 1126, 275]
note-line: AND SHALL BE PROPERLY CAPPED OR PLUGGED.: [84, 595, 274, 605]
note-line: EFFORT.: [1238, 819, 1294, 829]
grid-letter-right: F: [1858, 128, 1864, 138]
